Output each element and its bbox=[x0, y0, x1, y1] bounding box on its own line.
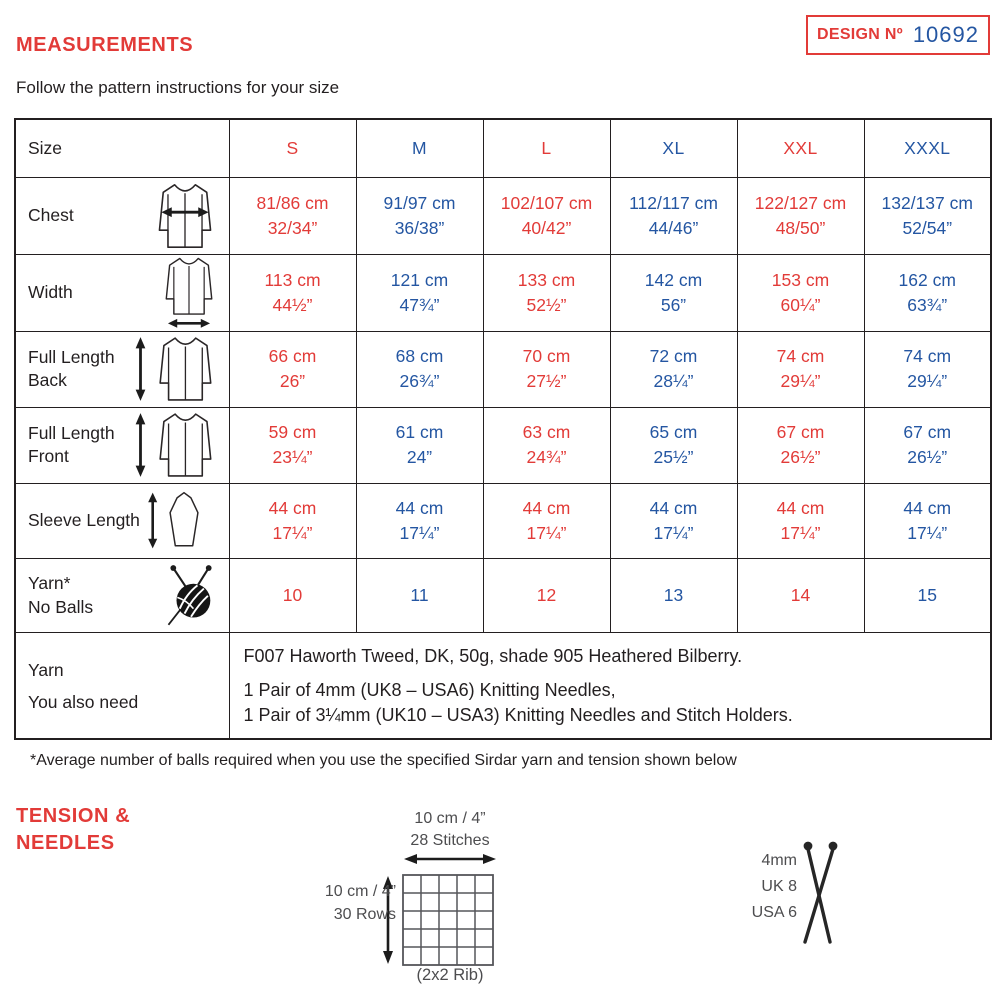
balls-footnote: *Average number of balls required when you use the specified Sirdar yarn and tension shown below bbox=[30, 752, 737, 769]
balls-value-s: 10 bbox=[229, 558, 356, 632]
design-number-box bbox=[806, 15, 990, 55]
yarn-balls-label: Yarn* No Balls bbox=[28, 573, 94, 617]
swatch-stitches-label: 10 cm / 4” 28 Stitches bbox=[410, 810, 490, 849]
width-value-xxl: 153 cm 60¼” bbox=[737, 254, 864, 331]
chest-value-xxl: 122/127 cm 48/50” bbox=[737, 177, 864, 254]
flf-value-xxl: 67 cm 26½” bbox=[737, 407, 864, 483]
sleeve-length-icon bbox=[144, 490, 224, 551]
flf-value-xxxl: 67 cm 26½” bbox=[864, 407, 991, 483]
sleeve-value-m: 44 cm 17¼” bbox=[356, 483, 483, 558]
chest-value-m: 91/97 cm 36/38” bbox=[356, 177, 483, 254]
flf-value-xl: 65 cm 25½” bbox=[610, 407, 737, 483]
size-col-l: L bbox=[483, 119, 610, 177]
design-number-label: DESIGN Nº bbox=[817, 26, 903, 43]
tension-needles-heading: TENSION & NEEDLES bbox=[16, 805, 131, 854]
flf-value-l: 63 cm 24¾” bbox=[483, 407, 610, 483]
garment-length-icon bbox=[133, 334, 221, 404]
width-value-m: 121 cm 47¾” bbox=[356, 254, 483, 331]
width-value-xxxl: 162 cm 63¾” bbox=[864, 254, 991, 331]
table-header-row bbox=[15, 119, 991, 177]
page-title: MEASUREMENTS bbox=[16, 34, 194, 56]
balls-value-xxl: 14 bbox=[737, 558, 864, 632]
balls-value-m: 11 bbox=[356, 558, 483, 632]
chest-value-xl: 112/117 cm 44/46” bbox=[610, 177, 737, 254]
full-length-back-label-cell bbox=[15, 331, 229, 407]
sleeve-value-xxxl: 44 cm 17¼” bbox=[864, 483, 991, 558]
yarn-info-label-cell bbox=[15, 632, 229, 739]
chest-width-icon bbox=[149, 181, 221, 251]
flf-value-m: 61 cm 24” bbox=[356, 407, 483, 483]
also-need-text: 1 Pair of 4mm (UK8 – USA6) Knitting Needles, 1 Pair of 3¼mm (UK10 – USA3) Knitting Needles and Stitch Holders. bbox=[243, 679, 793, 725]
design-number-value: 10692 bbox=[912, 22, 979, 47]
table-row-yarn-balls bbox=[15, 558, 991, 632]
full-length-front-label: Full Length Front bbox=[28, 423, 115, 466]
table-row-full-length-back bbox=[15, 331, 991, 407]
width-label-cell bbox=[15, 254, 229, 331]
balls-value-xl: 13 bbox=[610, 558, 737, 632]
garment-length-icon bbox=[133, 410, 221, 480]
sleeve-length-label-cell bbox=[15, 483, 229, 558]
yarn-info-text-cell bbox=[229, 632, 991, 739]
width-value-l: 133 cm 52½” bbox=[483, 254, 610, 331]
yarn-balls-label-cell bbox=[15, 558, 229, 632]
flb-value-xxl: 74 cm 29¼” bbox=[737, 331, 864, 407]
needle-usa-label: USA 6 bbox=[751, 904, 797, 921]
chest-value-s: 81/86 cm 32/34” bbox=[229, 177, 356, 254]
flb-value-s: 66 cm 26” bbox=[229, 331, 356, 407]
sleeve-value-s: 44 cm 17¼” bbox=[229, 483, 356, 558]
full-length-front-label-cell bbox=[15, 407, 229, 483]
table-row-sleeve-length bbox=[15, 483, 991, 558]
size-col-xl: XL bbox=[610, 119, 737, 177]
flf-value-s: 59 cm 23¼” bbox=[229, 407, 356, 483]
measurements-table bbox=[14, 118, 992, 740]
size-label: Size bbox=[28, 137, 63, 158]
needle-mm-label: 4mm bbox=[761, 852, 797, 869]
width-value-xl: 142 cm 56” bbox=[610, 254, 737, 331]
size-col-xxxl: XXXL bbox=[864, 119, 991, 177]
flb-value-xl: 72 cm 28¼” bbox=[610, 331, 737, 407]
page-subtitle: Follow the pattern instructions for your size bbox=[16, 78, 340, 97]
yarn-ball-icon bbox=[161, 562, 221, 628]
crossed-knitting-needles-icon bbox=[799, 838, 841, 953]
garment-width-icon bbox=[157, 255, 221, 331]
tension-swatch-grid-icon bbox=[402, 874, 494, 971]
needle-size-labels bbox=[690, 848, 797, 926]
table-row-yarn-info bbox=[15, 632, 991, 739]
swatch-rows-label: 10 cm / 4” 30 Rows bbox=[324, 883, 396, 923]
flb-value-l: 70 cm 27½” bbox=[483, 331, 610, 407]
sleeve-length-label: Sleeve Length bbox=[28, 510, 140, 530]
size-col-xxl: XXL bbox=[737, 119, 864, 177]
width-value-s: 113 cm 44½” bbox=[229, 254, 356, 331]
also-need-label: You also need bbox=[28, 691, 139, 712]
needle-uk-label: UK 8 bbox=[761, 878, 797, 895]
size-col-m: M bbox=[356, 119, 483, 177]
yarn-spec-text: F007 Haworth Tweed, DK, 50g, shade 905 Heathered Bilberry. bbox=[243, 645, 743, 666]
size-header-cell bbox=[15, 119, 229, 177]
sleeve-value-xxl: 44 cm 17¼” bbox=[737, 483, 864, 558]
sleeve-value-xl: 44 cm 17¼” bbox=[610, 483, 737, 558]
table-row-full-length-front bbox=[15, 407, 991, 483]
flb-value-m: 68 cm 26¾” bbox=[356, 331, 483, 407]
chest-value-xxxl: 132/137 cm 52/54” bbox=[864, 177, 991, 254]
sleeve-value-l: 44 cm 17¼” bbox=[483, 483, 610, 558]
table-row-chest bbox=[15, 177, 991, 254]
width-label: Width bbox=[28, 282, 73, 302]
full-length-back-label: Full Length Back bbox=[28, 347, 115, 390]
balls-value-l: 12 bbox=[483, 558, 610, 632]
yarn-label: Yarn bbox=[28, 659, 64, 680]
chest-label-cell bbox=[15, 177, 229, 254]
chest-label: Chest bbox=[28, 205, 74, 225]
swatch-horizontal-arrow-icon bbox=[402, 851, 498, 872]
chest-value-l: 102/107 cm 40/42” bbox=[483, 177, 610, 254]
balls-value-xxxl: 15 bbox=[864, 558, 991, 632]
flb-value-xxxl: 74 cm 29¼” bbox=[864, 331, 991, 407]
size-col-s: S bbox=[229, 119, 356, 177]
table-row-width bbox=[15, 254, 991, 331]
swatch-rib-caption: (2x2 Rib) bbox=[416, 966, 484, 984]
